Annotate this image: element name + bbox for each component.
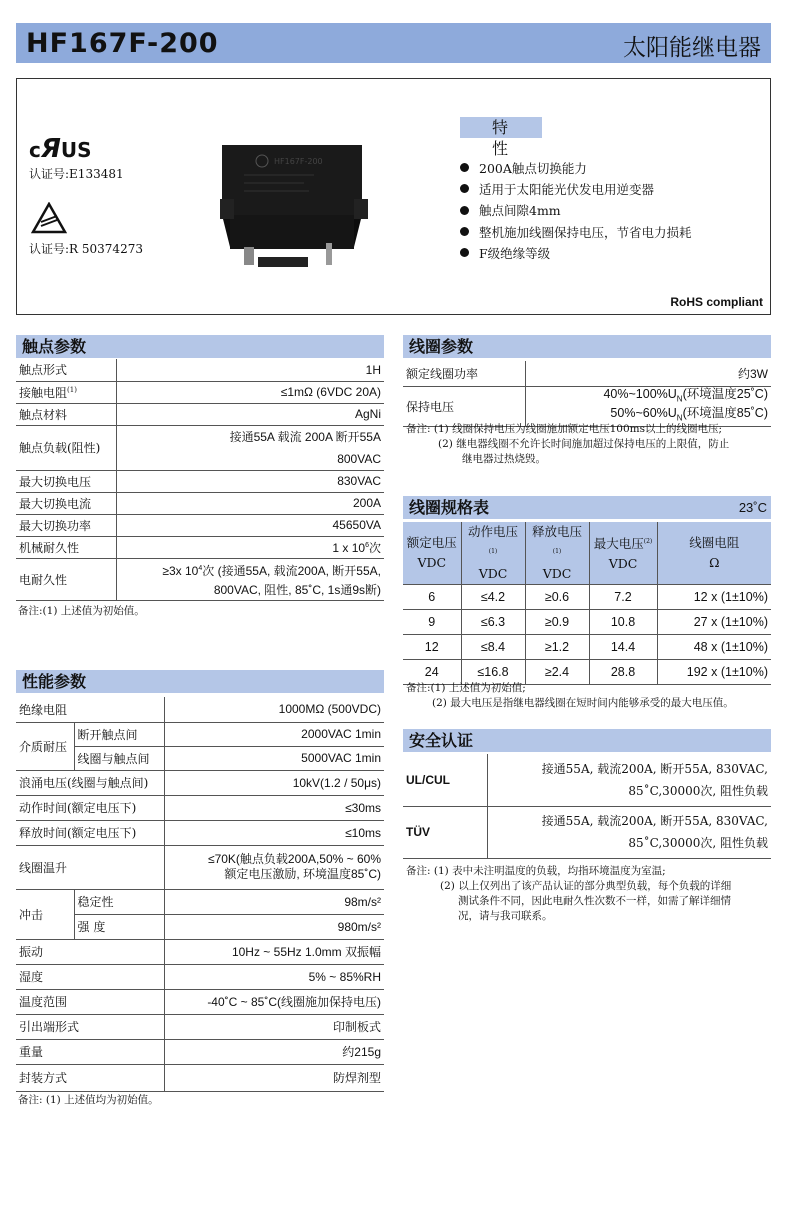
safety-section-title: 安全认证 — [403, 729, 771, 752]
table-row: 6 ≤4.2 ≥0.6 7.2 12 x (1±10%) — [403, 585, 771, 610]
table-row: 触点形式 1H — [16, 359, 384, 381]
contact-table — [16, 359, 384, 601]
model-number: HF167F-200 — [26, 28, 219, 59]
table-row: 最大切换电压 830VAC — [16, 470, 384, 492]
contact-note: 备注:(1) 上述值为初始值。 — [18, 605, 145, 617]
performance-table — [16, 697, 384, 1092]
bullet-icon — [460, 227, 469, 236]
table-row: TÜV 接通55A, 载流200A, 断开55A, 830VAC, 85˚C,30000次, 阻性负载 — [403, 806, 771, 858]
feature-item: 200A触点切换能力 — [460, 157, 692, 178]
relay-marking-text: HF167F-200 — [274, 157, 323, 166]
tuv-cert-number: 认证号:R 50374273 — [29, 242, 143, 256]
rohs-label: RoHS compliant — [670, 295, 763, 309]
feature-item: 适用于太阳能光伏发电用逆变器 — [460, 178, 692, 199]
table-row: 释放时间(额定电压下) ≤10ms — [16, 820, 384, 845]
table-row: 线圈温升 ≤70K(触点负载200A,50% ~ 60% 额定电压激励, 环境温度85˚C) — [16, 845, 384, 889]
table-header-row: 额定电压 VDC 动作电压$^{(1)}$ VDC 释放电压$^{(1)}$ VDC 最大电压$^{(2)}$ VDC 线圈电阻 Ω — [403, 522, 771, 585]
safety-note: 备注: (1) 表中未注明温度的负载，均指环境温度为室温; (2) 以上仅列出了该产品认证的部分典型负载，每个负载的详细 测试条件不同，因此电耐久性次数不一样，如需了解详细情 况，请与我司联系。 — [406, 865, 732, 922]
table-row: UL/CUL 接通55A, 载流200A, 断开55A, 830VAC, 85˚C,30000次, 阻性负载 — [403, 754, 771, 806]
table-row: 湿度 5% ~ 85%RH — [16, 964, 384, 989]
contact-section-title: 触点参数 — [16, 335, 384, 358]
tuv-triangle-icon — [31, 202, 67, 234]
table-row: 介质耐压 断开触点间 2000VAC 1min — [16, 722, 384, 746]
relay-image — [214, 139, 374, 274]
table-row: 重量 约215g — [16, 1039, 384, 1064]
bullet-icon — [460, 248, 469, 257]
product-overview — [16, 78, 771, 315]
table-row: 触点负载(阻性) 接通55A 载流 200A 断开55A 800VAC — [16, 425, 384, 470]
feature-item: F级绝缘等级 — [460, 242, 692, 263]
table-row: 额定线圈功率 约3W — [403, 361, 771, 386]
table-row: 触点材料 AgNi — [16, 403, 384, 425]
features-list — [460, 157, 692, 263]
table-row: 强 度 980m/s² — [16, 914, 384, 939]
bullet-icon — [460, 206, 469, 215]
table-row: 引出端形式 印制板式 — [16, 1014, 384, 1039]
bullet-icon — [460, 184, 469, 193]
table-row: 动作时间(额定电压下) ≤30ms — [16, 795, 384, 820]
coil-spec-table — [403, 522, 771, 685]
table-row: 保持电压 $40\%\sim 100\%U_N$(环境温度25˚C) $50\%\sim 60\%U_N$(环境温度85˚C) — [403, 386, 771, 426]
table-row: 浪涌电压(线圈与触点间) 10kV(1.2 / 50μs) — [16, 770, 384, 795]
table-row: 12 ≤8.4 ≥1.2 14.4 48 x (1±10%) — [403, 635, 771, 660]
table-row: 冲击 稳定性 98m/s² — [16, 889, 384, 914]
table-row: 接触电阻$^{(1)}$ ≤1mΩ (6VDC 20A) — [16, 381, 384, 403]
table-row: 最大切换电流 200A — [16, 492, 384, 514]
feature-item: 触点间隙4mm — [460, 200, 692, 221]
table-row: 机械耐久性 1 x $10^6$次 — [16, 536, 384, 558]
bullet-icon — [460, 163, 469, 172]
coil-spec-section-title: 线圈规格表 23˚C — [403, 496, 771, 519]
ul-logo: cЯUS — [29, 134, 92, 164]
feature-item: 整机施加线圈保持电压，节省电力损耗 — [460, 221, 692, 242]
performance-note: 备注: (1) 上述值均为初始值。 — [18, 1094, 159, 1106]
ul-cert-number: 认证号:E133481 — [29, 167, 124, 181]
table-row: 9 ≤6.3 ≥0.9 10.8 27 x (1±10%) — [403, 610, 771, 635]
coil-spec-note: 备注:(1) 上述值为初始值; (2) 最大电压是指继电器线圈在短时间内能够承受的最大电压值。 — [406, 682, 734, 709]
table-row: 最大切换功率 45650VA — [16, 514, 384, 536]
coil-table — [403, 361, 771, 427]
table-row: 封装方式 防焊剂型 — [16, 1064, 384, 1091]
header-bar — [16, 23, 771, 63]
table-row: 24 ≤16.8 ≥2.4 28.8 192 x (1±10%) — [403, 660, 771, 685]
features-title: 特 性 — [460, 117, 542, 138]
table-row: 线圈与触点间 5000VAC 1min — [16, 746, 384, 770]
table-row: 绝缘电阻 1000MΩ (500VDC) — [16, 697, 384, 722]
product-title: 太阳能继电器 — [623, 35, 761, 61]
coil-section-title: 线圈参数 — [403, 335, 771, 358]
coil-note: 备注: (1) 线圈保持电压为线圈施加额定电压100ms以上的线圈电压; (2) 继电器线圈不允许长时间施加超过保持电压的上限值，防止 继电器过热烧毁。 — [406, 423, 730, 465]
table-row: 振动 10Hz ~ 55Hz 1.0mm 双振幅 — [16, 939, 384, 964]
safety-table — [403, 754, 771, 859]
table-row: 电耐久性 ≥3x $10^4$次 (接通55A, 载流200A, 断开55A, 800VAC, 阻性, 85˚C, 1s通9s断) — [16, 558, 384, 600]
table-row: 温度范围 -40˚C ~ 85˚C(线圈施加保持电压) — [16, 989, 384, 1014]
performance-section-title: 性能参数 — [16, 670, 384, 693]
